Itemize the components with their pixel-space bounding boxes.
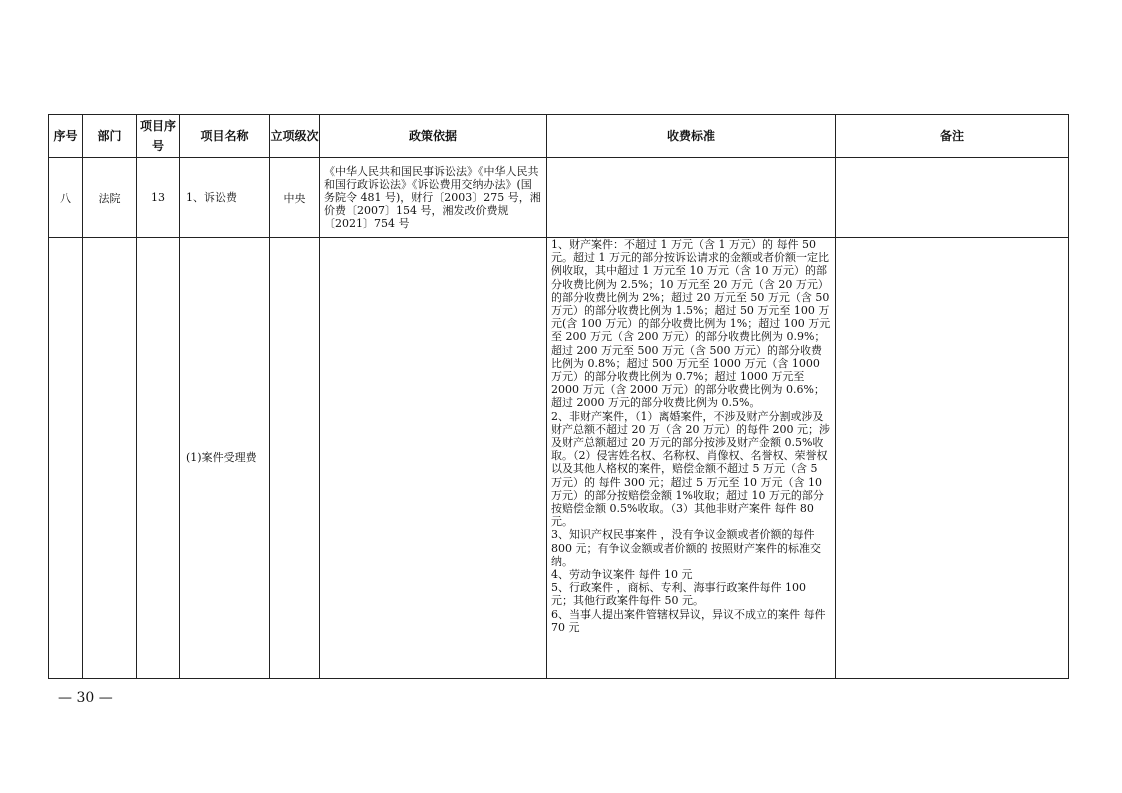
cell-item-name: 1、诉讼费 <box>180 158 270 238</box>
page-number: — 30 — <box>58 690 113 706</box>
header-item-no: 项目序号 <box>137 115 180 158</box>
cell-dept: 法院 <box>83 158 137 238</box>
cell-standard: 1、财产案件：不超过 1 万元（含 1 万元）的 每件 50 元。超过 1 万元的部分按诉讼请求的金额或者价额一定比例收取，其中超过 1 万元至 10 万元（含 10 万元）的部分收费比例为 2.5%；10 万元至 20 万元（含 20 万元）的部分收费比例为 2%；超过 20 万元至 50 万元（含 50 万元）的部分收费比例为 1.5%；超过 50 万元至 100 万元(含 100 万元）的部分收费比例为 1%；超过 100 万元至 200 万元（含 200 万元）的部分收费比例为 0.9%；超过 200 万元至 500 万元（含 500 万元）的部分收费比例为 0.8%；超过 500 万元至 1000 万元（含 1000 万元）的部分收费比例为 0.7%；超过 1000 万元至 2000 万元（含 2000 万元）的部分收费比例为 0.6%；超过 2000 万元的部分收费比例为 0.5%。 2、非财产案件，（1）离婚案件，不涉及财产分割或涉及财产总额不超过 20 万（含 20 万元）的每件 200 元；涉及财产总额超过 20 万元的部分按涉及财产金额 0.5%收取。（2）侵害姓名权、名称权、肖像权、名誉权、荣誉权以及其他人格权的案件，赔偿金额不超过 5 万元（含 5 万元）的 每件 300 元；超过 5 万元至 10 万元（含 10 万元）的部分按赔偿金额 1%收取；超过 10 万元的部分按赔偿金额 0.5%收取。（3）其他非财产案件 每件 80 元。 3、知识产权民事案件 ，没有争议金额或者价额的每件 800 元；有争议金额或者价额的 按照财产案件的标准交纳。 4、劳动争议案件 每件 10 元 5、行政案件 ，商标、专利、海事行政案件每件 100 元；其他行政案件每件 50 元。 6、当事人提出案件管辖权异议，异议不成立的案件 每件 70 元 <box>547 238 836 679</box>
cell-policy <box>320 238 547 679</box>
header-item-name: 项目名称 <box>180 115 270 158</box>
header-standard: 收费标准 <box>547 115 836 158</box>
cell-seq: 八 <box>49 158 83 238</box>
cell-policy: 《中华人民共和国民事诉讼法》《中华人民共和国行政诉讼法》《诉讼费用交纳办法》(国务院令 481 号)，财行〔2003〕275 号，湘价费〔2007〕154 号，湘发改价费规〔2021〕754 号 <box>320 158 547 238</box>
cell-item-no <box>137 238 180 679</box>
header-level: 立项级次 <box>270 115 320 158</box>
header-policy: 政策依据 <box>320 115 547 158</box>
table-row <box>49 158 1069 238</box>
cell-note <box>836 158 1069 238</box>
cell-standard <box>547 158 836 238</box>
cell-item-no: 13 <box>137 158 180 238</box>
cell-item-name: (1)案件受理费 <box>180 238 270 679</box>
header-row <box>49 115 1069 158</box>
fee-table <box>48 114 1069 679</box>
table-row <box>49 238 1069 679</box>
cell-dept <box>83 238 137 679</box>
header-seq: 序号 <box>49 115 83 158</box>
header-note: 备注 <box>836 115 1069 158</box>
cell-level: 中央 <box>270 158 320 238</box>
cell-seq <box>49 238 83 679</box>
header-dept: 部门 <box>83 115 137 158</box>
cell-level <box>270 238 320 679</box>
cell-note <box>836 238 1069 679</box>
